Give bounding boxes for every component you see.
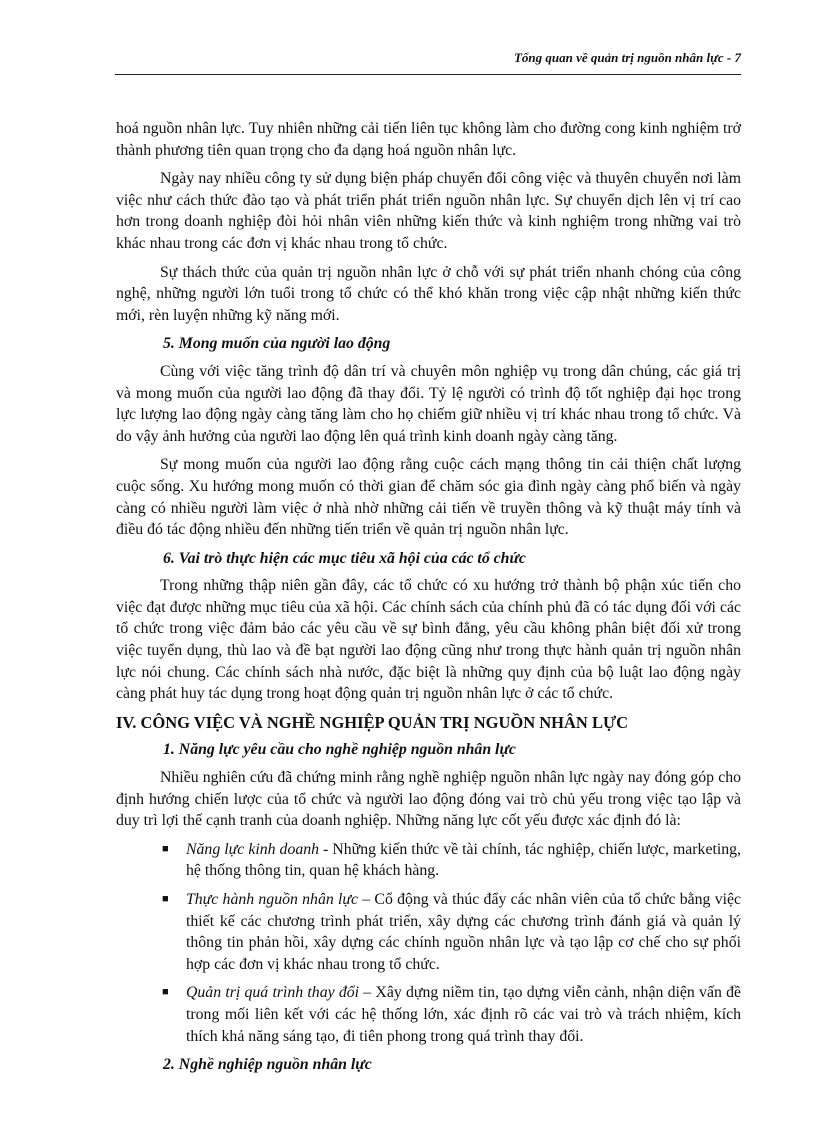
- bullet-text: - Những kiến thức về tài chính, tác nghiệp, chiến lược, marketing, hệ thống thông tin, quan hệ khách hàng.: [186, 840, 741, 880]
- list-item: [116, 839, 741, 882]
- paragraph: Trong những thập niên gần đây, các tổ chức có xu hướng trở thành bộ phận xúc tiến cho việc đạt được những mục tiêu của xã hội. Các chính sách của chính phủ đã có tác dụng đối với các tổ chức trong việc đảm bảo các yêu cầu về sự bình đẳng, yêu cầu không phân biệt đối xử trong việc tuyển dụng, thù lao và đề bạt người lao động cũng như trong thực hành quản trị nguồn nhân lực nói chung. Các chính sách nhà nước, đặc biệt là những quy định của bộ luật lao động ngày càng phát huy tác dụng trong hoạt động quản trị nguồn nhân lực ở các tổ chức.: [116, 577, 741, 703]
- subheading-6: 6. Vai trò thực hiện các mục tiêu xã hội của các tổ chức: [163, 549, 526, 567]
- competency-list: [116, 839, 741, 1047]
- bullet-square-icon: ■: [162, 893, 169, 905]
- paragraph: hoá nguồn nhân lực. Tuy nhiên những cải tiến liên tục không làm cho đường cong kinh nghiệm trở thành phương tiên quan trọng cho đa dạng hoá nguồn nhân lực.: [116, 120, 741, 159]
- bullet-text: – Cổ động và thúc đẩy các nhân viên của tổ chức bằng việc thiết kế các chương trình phát triển, xây dựng các chương trình đánh giá và quản lý thông tin phản hồi, xây dựng các chính nguồn nhân lực và tạo lập cơ chế cho sự phối hợp các đơn vị khác nhau trong tổ chức.: [186, 891, 741, 973]
- subheading-5: 5. Mong muốn của người lao động: [163, 335, 391, 353]
- bullet-term: Quản trị quá trình thay đổi: [186, 984, 360, 1002]
- subheading-iv-2: 2. Nghề nghiệp nguồn nhân lực: [163, 1056, 372, 1074]
- bullet-square-icon: ■: [162, 842, 169, 855]
- bullet-term: Thực hành nguồn nhân lực: [186, 891, 359, 908]
- paragraph: Nhiều nghiên cứu đã chứng minh rằng nghề nghiệp nguồn nhân lực ngày nay đóng góp cho định hướng chiến lược của tổ chức và người lao động đóng vai trò chủ yếu trong việc tạo lập và duy trì lợi thế cạnh tranh của doanh nghiệp. Những năng lực cốt yếu được xác định đó là:: [116, 769, 741, 830]
- list-item: [116, 889, 741, 975]
- page-body: [116, 118, 741, 1082]
- running-header: Tổng quan về quản trị nguồn nhân lực - 7: [513, 50, 741, 65]
- header-divider: [115, 74, 741, 75]
- list-item: [116, 982, 741, 1047]
- bullet-term: Năng lực kinh doanh: [186, 840, 320, 858]
- bullet-square-icon: ■: [162, 986, 169, 999]
- section-heading-iv: IV. CÔNG VIỆC VÀ NGHỀ NGHIỆP QUẢN TRỊ NGUỒN NHÂN LỰC: [116, 712, 629, 732]
- paragraph: Ngày nay nhiều công ty sử dụng biện pháp chuyển đổi công việc và thuyên chuyển nơi làm việc như cách thức đào tạo và phát triển phát triển nguồn nhân lực. Sự chuyển dịch lên vị trí cao hơn trong doanh nghiệp đòi hỏi nhân viên những kiến thức và kinh nghiệm trong những vai trò khác nhau trong các đơn vị khác nhau trong tổ chức.: [116, 170, 741, 252]
- bullet-text: – Xây dựng niềm tin, tạo dựng viễn cảnh, nhận diện vấn đề trong mối liên kết với các hệ thống lớn, xác định rõ các vai trò và trách nhiệm, kích thích khả năng sáng tạo, đi tiên phong trong quá trình thay đổi.: [186, 984, 742, 1045]
- paragraph: Cùng với việc tăng trình độ dân trí và chuyên môn nghiệp vụ trong dân chúng, các giá trị và mong muốn của người lao động đã thay đổi. Tỷ lệ người có trình độ tốt nghiệp đại học trong lực lượng lao động ngày càng tăng làm cho họ chiếm giữ nhiều vị trí khác nhau trong tổ chức. Và do vậy ảnh hưởng của người lao động lên quá trình kinh doanh ngày càng tăng.: [116, 362, 741, 445]
- paragraph: Sự thách thức của quản trị nguồn nhân lực ở chỗ với sự phát triển nhanh chóng của công nghệ, những người lớn tuổi trong tổ chức có thể khó khăn trong việc cập nhật những kiến thức mới, rèn luyện những kỹ năng mới.: [116, 263, 741, 324]
- paragraph: Sự mong muốn của người lao động rằng cuộc cách mạng thông tin cải thiện chất lượng cuộc sống. Xu hướng mong muốn có thời gian để chăm sóc gia đình ngày càng phổ biến và ngày càng có nhiều người làm việc ở nhà nhờ những cải tiến về truyền thông và kỹ thuật máy tính và điều đó tác động nhiều đến những tiến triển về quản trị nguồn nhân lực.: [116, 456, 741, 539]
- subheading-iv-1: 1. Năng lực yêu cầu cho nghề nghiệp nguồn nhân lực: [163, 741, 516, 759]
